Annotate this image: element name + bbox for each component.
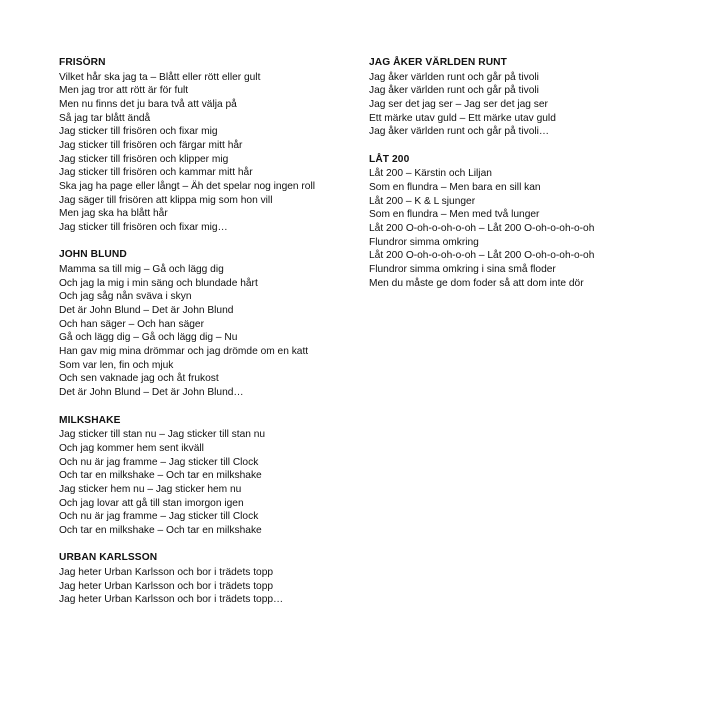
song-title: FRISÖRN: [59, 57, 106, 68]
song-title: MILKSHAKE: [59, 414, 121, 426]
lyric-line: Jag åker världen runt och går på tivoli: [369, 71, 539, 83]
song-jag-aker-varlden-runt: [369, 56, 669, 139]
lyric-line: Som var len, fin och mjuk: [59, 359, 174, 371]
lyric-line: Som en flundra – Men med två lunger: [369, 209, 540, 221]
song-lat-200: [369, 153, 669, 291]
lyric-line: Jag sticker hem nu – Jag sticker hem nu: [59, 483, 242, 495]
lyric-line: Jag åker världen runt och går på tivoli…: [369, 126, 550, 138]
song-john-blund: [59, 248, 359, 399]
lyric-line: Gå och lägg dig – Gå och lägg dig – Nu: [59, 332, 238, 344]
lyric-line: Vilket hår ska jag ta – Blått eller rött eller gult: [59, 71, 261, 83]
left-column: [59, 56, 359, 621]
lyric-line: Flundror simma omkring i sina små floder: [369, 264, 556, 276]
lyric-line: Det är John Blund – Det är John Blund…: [59, 386, 244, 398]
lyric-line: Jag sticker till frisören och färgar mitt hår: [59, 139, 243, 151]
lyric-line: Flundror simma omkring: [369, 236, 479, 248]
lyric-line: Men jag ska ha blått hår: [59, 208, 168, 220]
lyric-line: Låt 200 O-oh-o-oh-o-oh – Låt 200 O-oh-o-oh-o-oh: [369, 223, 595, 235]
lyric-line: Och jag kommer hem sent ikväll: [59, 442, 204, 454]
lyric-line: Ska jag ha page eller långt – Äh det spelar nog ingen roll: [59, 180, 315, 192]
lyric-line: Det är John Blund – Det är John Blund: [59, 305, 234, 317]
lyric-line: Och nu är jag framme – Jag sticker till Clock: [59, 511, 259, 523]
song-title: LÅT 200: [369, 153, 410, 165]
lyric-line: Jag sticker till frisören och klipper mig: [59, 153, 229, 165]
song-title: JAG ÅKER VÄRLDEN RUNT: [369, 57, 507, 68]
lyric-line: Och han säger – Och han säger: [59, 318, 204, 330]
lyric-line: Men du måste ge dom foder så att dom inte dör: [369, 277, 584, 289]
lyric-line: Och nu är jag framme – Jag sticker till Clock: [59, 456, 259, 468]
song-frisorn: [59, 56, 359, 234]
right-column: [369, 56, 669, 304]
lyric-line: Jag heter Urban Karlsson och bor i trädets topp…: [59, 594, 284, 606]
lyric-line: Jag heter Urban Karlsson och bor i trädets topp: [59, 567, 274, 579]
song-urban-karlsson: [59, 551, 359, 607]
lyric-line: Jag åker världen runt och går på tivoli: [369, 85, 539, 97]
song-title: JOHN BLUND: [59, 249, 127, 261]
lyric-line: Ett märke utav guld – Ett märke utav guld: [369, 112, 556, 124]
lyric-line: Och tar en milkshake – Och tar en milkshake: [59, 524, 262, 536]
lyric-line: Jag ser det jag ser – Jag ser det jag ser: [369, 98, 548, 110]
lyric-line: Och jag la mig i min säng och blundade hårt: [59, 277, 258, 289]
song-milkshake: [59, 414, 359, 538]
lyric-line: Och jag såg nån sväva i skyn: [59, 291, 192, 303]
lyric-line: Låt 200 – K & L sjunger: [369, 195, 476, 207]
lyric-line: Och jag lovar att gå till stan imorgon igen: [59, 497, 244, 509]
lyric-line: Men jag tror att rött är för fult: [59, 85, 189, 97]
lyric-line: Jag heter Urban Karlsson och bor i trädets topp: [59, 580, 274, 592]
song-title: URBAN KARLSSON: [59, 552, 158, 564]
lyric-line: Mamma sa till mig – Gå och lägg dig: [59, 264, 224, 276]
lyric-line: Och tar en milkshake – Och tar en milkshake: [59, 470, 262, 482]
lyric-line: Jag sticker till frisören och fixar mig…: [59, 221, 228, 233]
lyric-line: Låt 200 – Kärstin och Liljan: [369, 168, 492, 180]
lyric-line: Jag sticker till frisören och kammar mitt hår: [59, 167, 253, 179]
lyric-line: Jag säger till frisören att klippa mig som hon vill: [59, 194, 273, 206]
lyric-line: Jag sticker till frisören och fixar mig: [59, 126, 218, 138]
lyric-line: Så jag tar blått ändå: [59, 112, 151, 124]
lyric-line: Han gav mig mina drömmar och jag drömde om en katt: [59, 346, 309, 357]
lyric-line: Som en flundra – Men bara en sill kan: [369, 182, 541, 194]
lyric-line: Och sen vaknade jag och åt frukost: [59, 373, 219, 385]
lyric-line: Låt 200 O-oh-o-oh-o-oh – Låt 200 O-oh-o-oh-o-oh: [369, 250, 595, 262]
lyric-line: Men nu finns det ju bara två att välja på: [59, 98, 237, 110]
lyric-line: Jag sticker till stan nu – Jag sticker till stan nu: [59, 429, 266, 441]
